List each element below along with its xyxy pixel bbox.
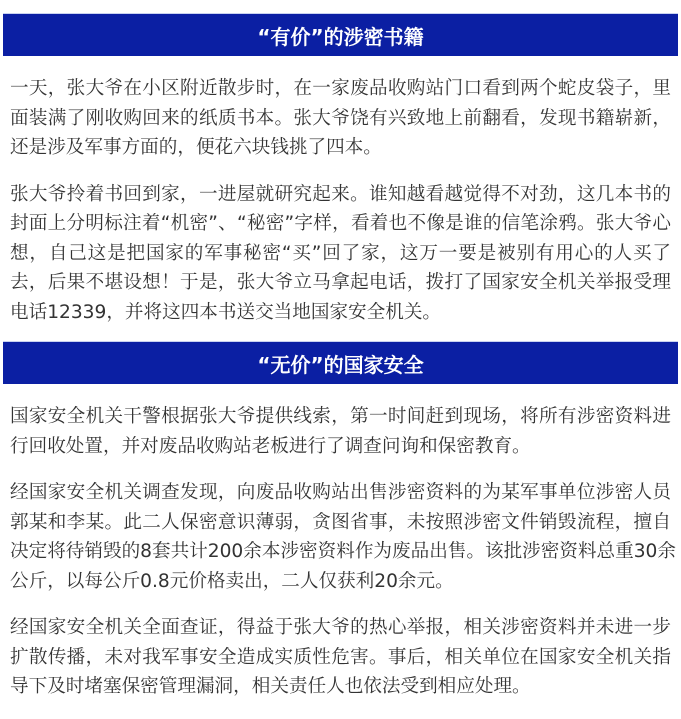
section-priced-books [0, 13, 681, 327]
paragraph [0, 74, 681, 163]
text-line: 导下及时堵塞保密管理漏洞，相关责任人也依法受到相应处理。 [10, 676, 531, 697]
paragraph [0, 613, 681, 702]
paragraph [0, 180, 681, 328]
section-header [3, 341, 678, 384]
text-line: 张大爷拎着书回到家，一进屋就研究起来。谁知越看越觉得不对劲，这几本书的 [10, 183, 671, 205]
text-line: 经国家安全机关全面查证，得益于张大爷的热心举报，相关涉密资料并未进一步 [10, 617, 671, 638]
paragraph [0, 402, 681, 461]
text-line: 还是涉及军事方面的，便花六块钱挑了四本。 [10, 137, 382, 158]
text-line: 电话12339，并将这四本书送交当地国家安全机关。 [10, 301, 442, 323]
section-title: “有价”的涉密书籍 [257, 24, 424, 49]
text-line: 郭某和李某。此二人保密意识薄弱，贪图省事，未按照涉密文件销毁流程，擅自 [10, 511, 671, 533]
text-line: 一天，张大爷在小区附近散步时，在一家废品收购站门口看到两个蛇皮袋子，里 [10, 78, 671, 99]
text-line: 封面上分明标注着“机密”、“秘密”字样，看着也不像是谁的信笔涂鸦。张大爷心 [10, 213, 671, 234]
text-line: 去，后果不堪设想！于是，张大爷立马拿起电话，拨打了国家安全机关举报受理 [10, 272, 671, 293]
article [0, 13, 681, 702]
section-header [3, 13, 678, 56]
section-priceless-security [0, 341, 681, 702]
text-line: 国家安全机关干警根据张大爷提供线索，第一时间赶到现场，将所有涉密资料进 [10, 406, 671, 427]
paragraph [0, 478, 681, 596]
text-line: 想，自己这是把国家的军事秘密“买”回了家，这万一要是被别有用心的人买了 [10, 242, 671, 264]
text-line: 行回收处置，并对废品收购站老板进行了调查问询和保密教育。 [10, 435, 531, 457]
text-line: 扩散传播，未对我军事安全造成实质性危害。事后，相关单位在国家安全机关指 [10, 646, 671, 668]
text-line: 决定将待销毁的8套共计200余本涉密资料作为废品出售。该批涉密资料总重30余 [10, 541, 676, 562]
text-line: 公斤，以每公斤0.8元价格卖出，二人仅获利20余元。 [10, 570, 454, 592]
section-title: “无价”的国家安全 [257, 352, 424, 377]
text-line: 面装满了刚收购回来的纸质书本。张大爷饶有兴致地上前翻看，发现书籍崭新， [10, 107, 671, 129]
text-line: 经国家安全机关调查发现，向废品收购站出售涉密资料的为某军事单位涉密人员 [10, 482, 671, 503]
